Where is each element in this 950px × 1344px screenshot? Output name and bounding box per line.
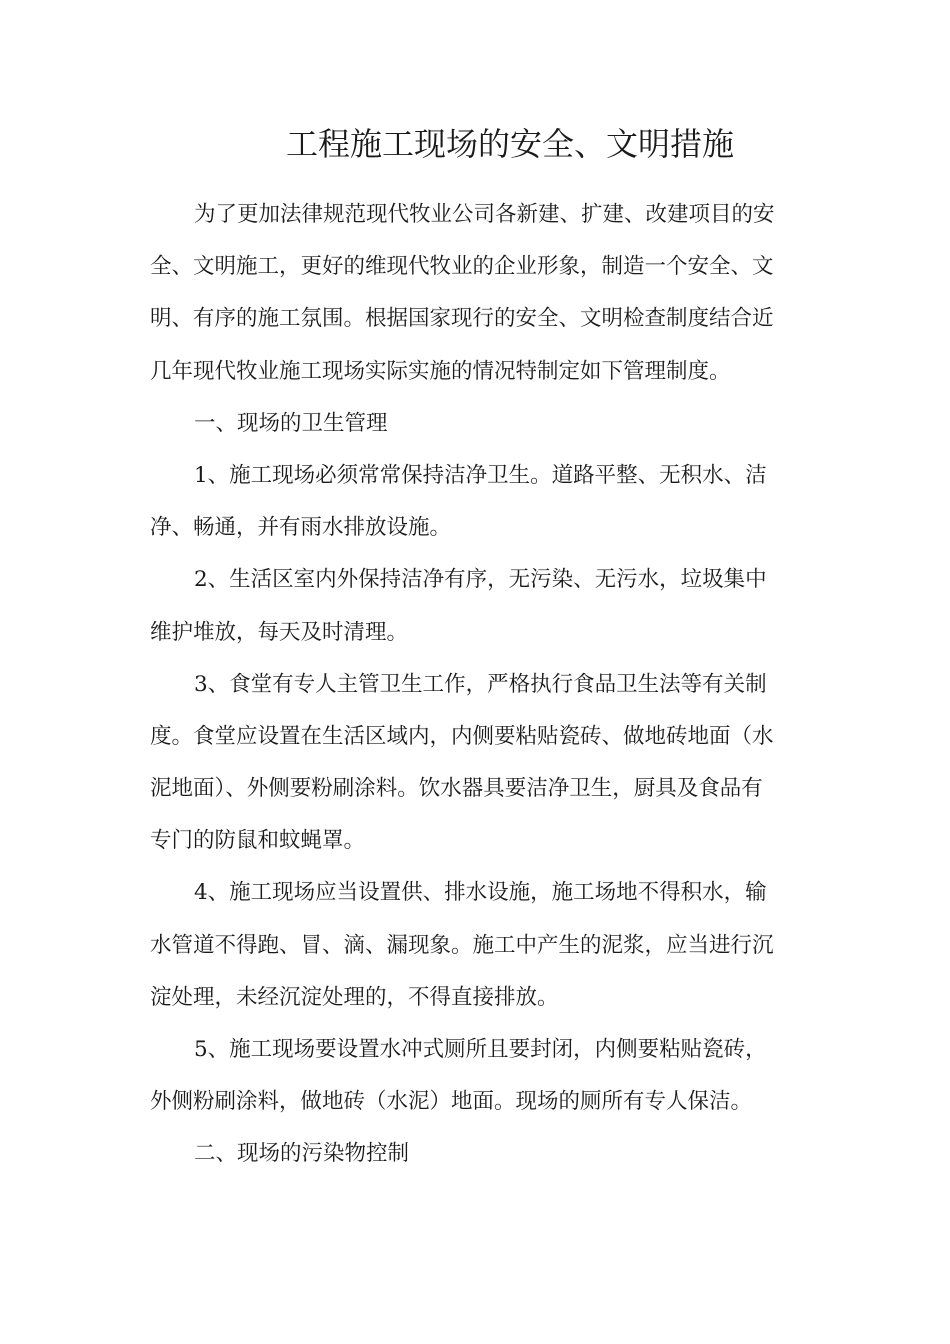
text-line: 二、现场的污染物控制 (194, 1141, 410, 1167)
text-line: 专门的防鼠和蚊蝇罩。 (150, 828, 366, 854)
text-line: 全、文明施工，更好的维现代牧业的企业形象，制造一个安全、文 (150, 254, 774, 280)
text-line: 1、施工现场必须常常保持洁净卫生。道路平整、无积水、洁 (194, 462, 767, 488)
text-line: 淀处理，未经沉淀处理的，不得直接排放。 (150, 984, 559, 1010)
text-line: 泥地面）、外侧要粉刷涂料。饮水器具要洁净卫生，厨具及食品有 (150, 776, 763, 802)
text-line: 外侧粉刷涂料，做地砖（水泥）地面。现场的厕所有专人保洁。 (150, 1089, 753, 1115)
text-line: 5、施工现场要设置水冲式厕所且要封闭，内侧要粘贴瓷砖， (194, 1037, 767, 1062)
text-line: 一、现场的卫生管理 (194, 410, 388, 436)
text-line: 几年现代牧业施工现场实际实施的情况特制定如下管理制度。 (150, 358, 731, 384)
text-line: 度。食堂应设置在生活区域内，内侧要粘贴瓷砖、做地砖地面（水 (150, 723, 774, 749)
text-line: 水管道不得跑、冒、滴、漏现象。施工中产生的泥浆，应当进行沉 (150, 932, 774, 958)
text-line: 3、食堂有专人主管卫生工作，严格执行食品卫生法等有关制 (194, 671, 767, 697)
text-line: 2、生活区室内外保持洁净有序，无污染、无污水，垃圾集中 (194, 567, 767, 593)
document-body (150, 189, 810, 1181)
text-line: 维护堆放，每天及时清理。 (150, 619, 409, 645)
text-line: 为了更加法律规范现代牧业公司各新建、扩建、改建项目的安 (194, 202, 775, 227)
text-line: 明、有序的施工氛围。根据国家现行的安全、文明检查制度结合近 (150, 306, 774, 332)
text-line: 净、畅通，并有雨水排放设施。 (150, 515, 452, 541)
document-title: 工程施工现场的安全、文明措施 (285, 125, 734, 163)
text-line: 4、施工现场应当设置供、排水设施，施工场地不得积水，输 (194, 880, 767, 906)
